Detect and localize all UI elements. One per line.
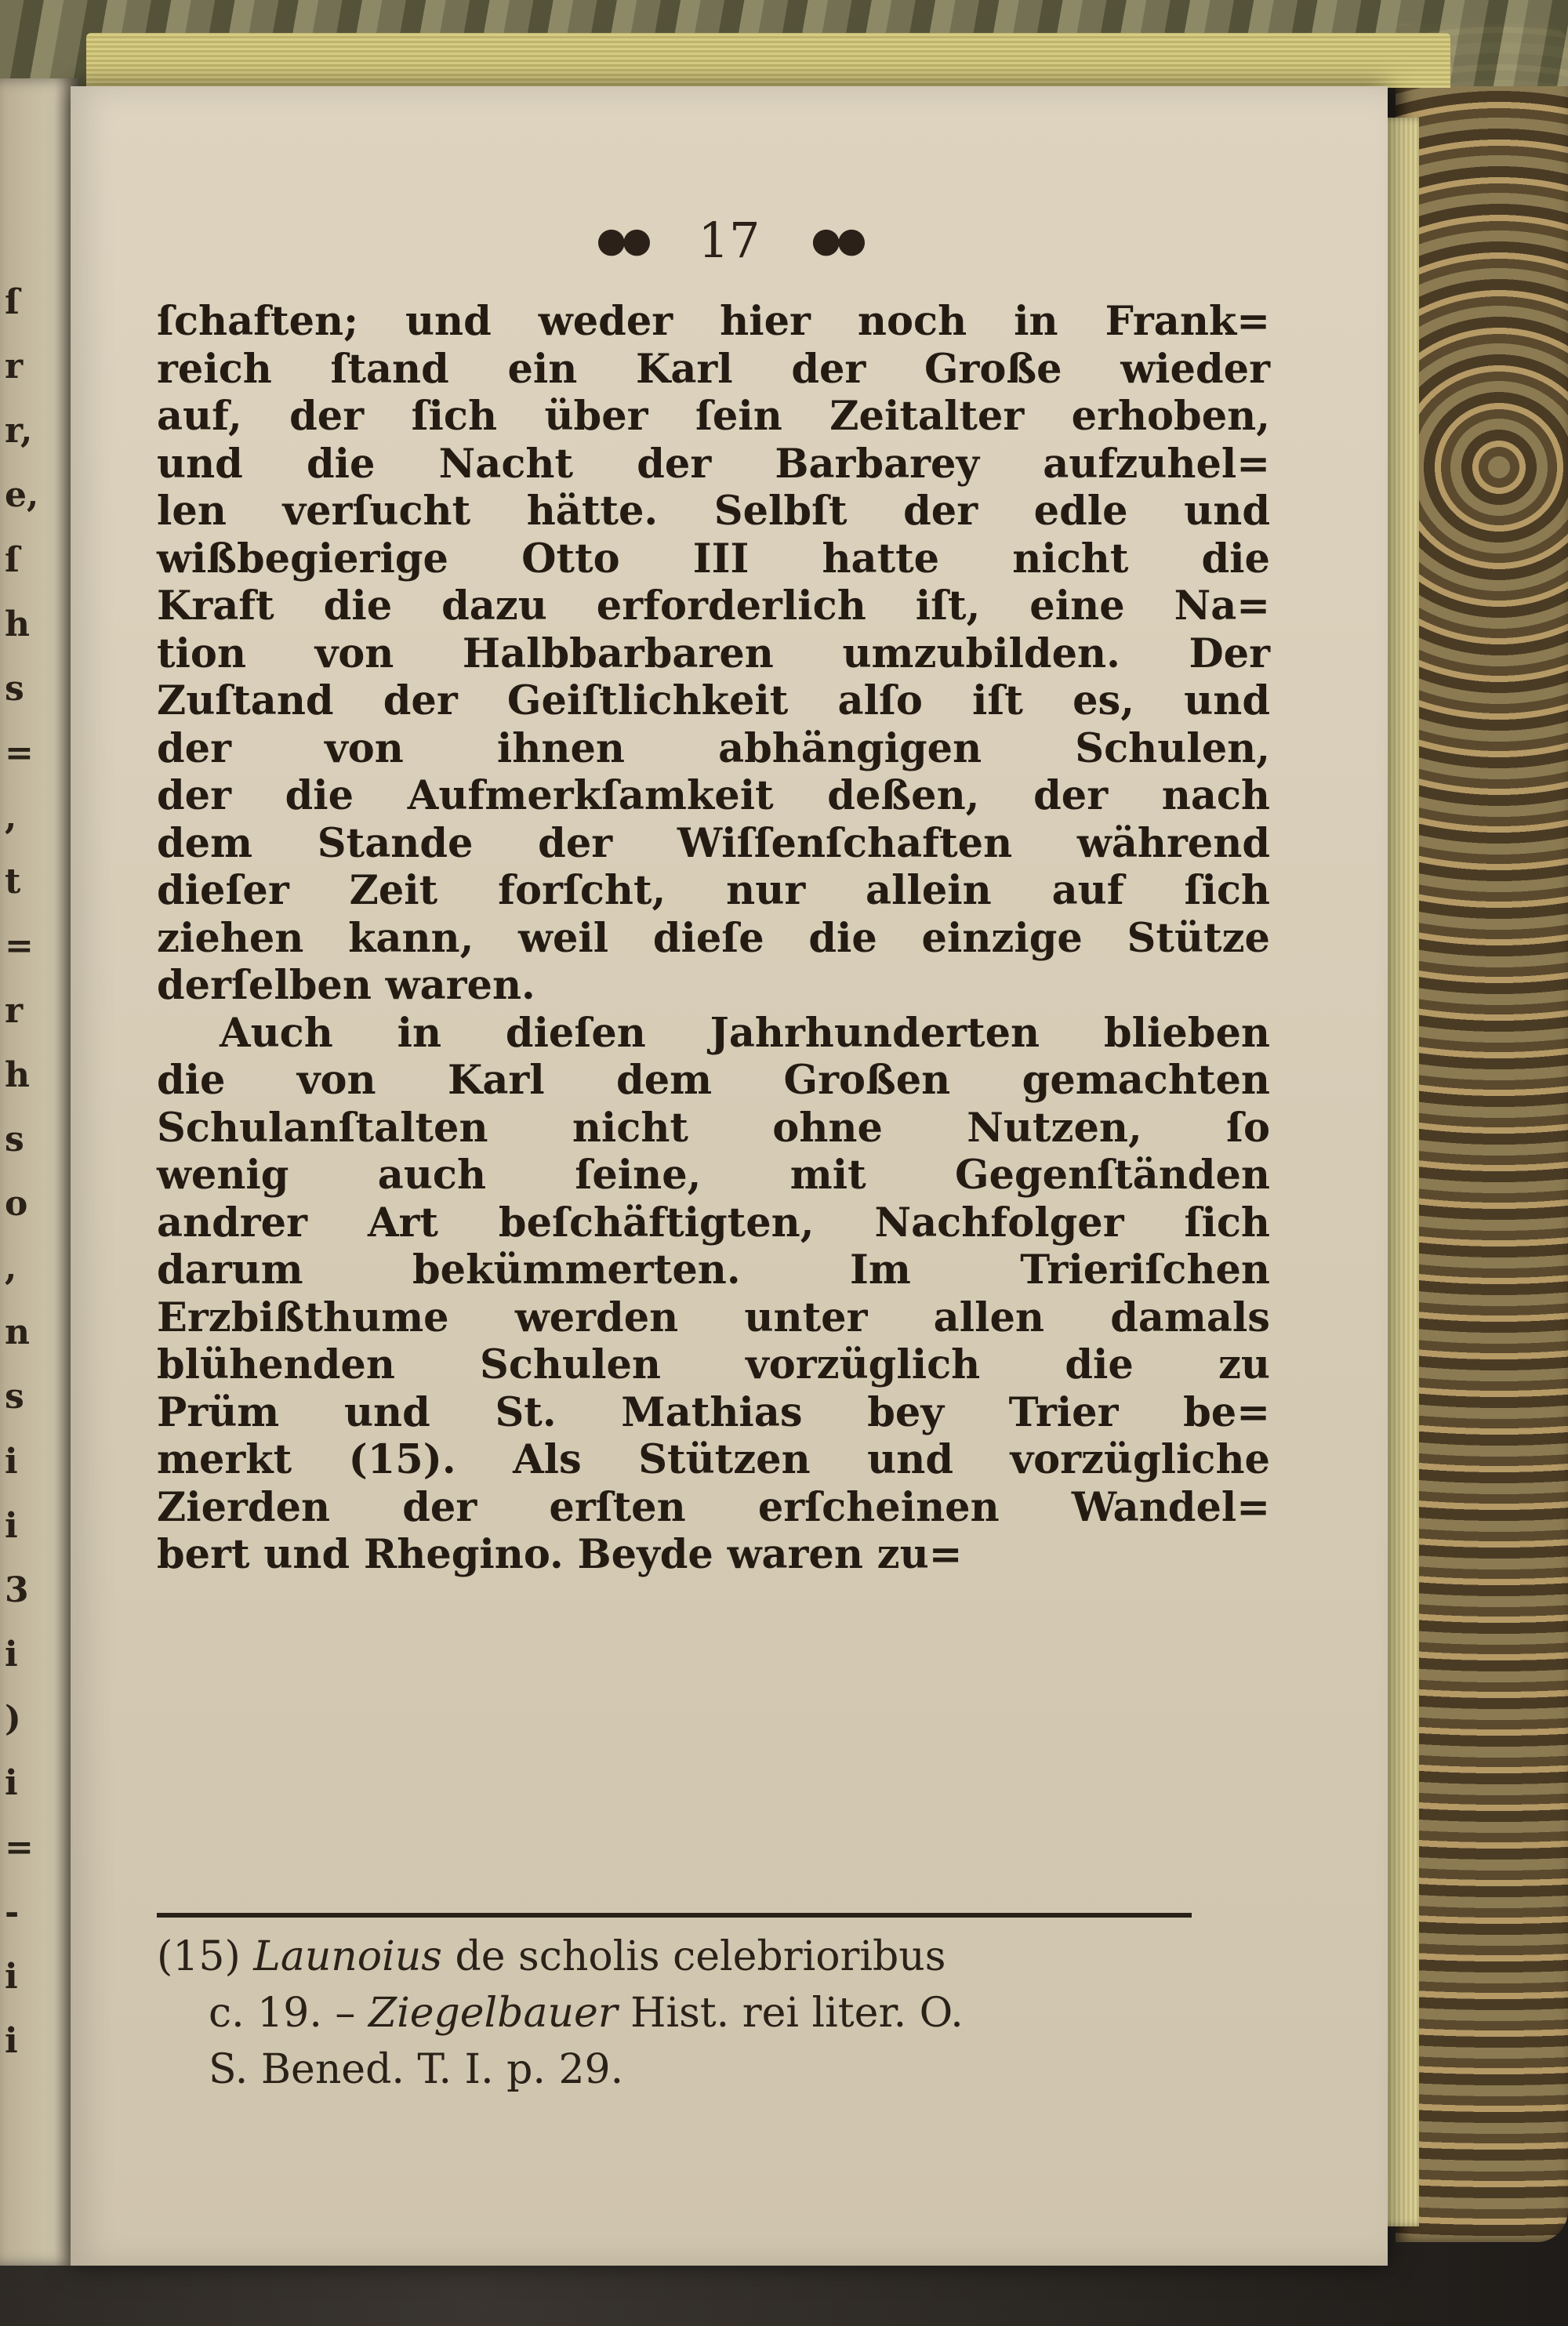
left-page-fragment: ) [5,1699,21,1739]
ornament-right-icon: ●● [811,220,862,260]
footnote [157,1929,1200,2098]
body-line: auf, der ſich über ſein Zeitalter erhoben, [157,393,1270,440]
body-line: tion von Halbbarbaren umzubilden. Der [157,630,1270,677]
body-line: Zierden der erſten erſcheinen Wandel= [157,1483,1270,1531]
left-page-fragment: ſ [5,282,20,322]
left-page-fragment: , [5,797,17,837]
footnote-line-1 [157,1929,1200,1985]
left-page-fragment: i [5,1763,18,1803]
body-line: Kraft die dazu erforderlich iſt, eine Na= [157,582,1270,630]
left-page-fragment: ſ [5,540,20,580]
body-line: blühenden Schulen vorzüglich die zu [157,1341,1270,1388]
body-line: dieſer Zeit forſcht, nur allein auf ſich [157,867,1270,914]
footnote-line-2-prefix: c. 19. – [209,1990,368,2037]
left-page-fragment: = [5,1827,34,1867]
body-line: reich ſtand ein Karl der Große wieder [157,345,1270,393]
left-page-fragment: i [5,1442,18,1482]
left-page-text-fragments [0,282,47,2085]
body-line: dem Stande der Wiſſenſchaften während [157,819,1270,867]
footnote-text-2: Hist. rei liter. O. [617,1990,964,2037]
left-page-fragment: s [5,669,24,709]
footnote-author-1: Launoius [253,1933,442,1980]
left-page-fragment: i [5,2021,18,2061]
footnote-rule [157,1913,1192,1918]
body-line: darum bekümmerten. Im Trieriſchen [157,1246,1270,1294]
footnote-author-2: Ziegelbauer [368,1990,618,2037]
body-line: andrer Art beſchäftigten, Nachfolger ſich [157,1199,1270,1246]
footnote-line-3: S. Bened. T. I. p. 29. [209,2046,624,2093]
body-line: ſchaften; und weder hier noch in Frank= [157,298,1270,345]
body-line: wißbegierige Otto III hatte nicht die [157,535,1270,582]
left-page-fragment: - [5,1892,20,1932]
left-page-fragment: = [5,926,34,966]
footnote-marker: (15) [157,1933,241,1980]
body-line: der von ihnen abhängigen Schulen, [157,724,1270,772]
body-line: der die Aufmerkſamkeit deßen, der nach [157,772,1270,819]
body-line: bert und Rhegino. Beyde waren zu= [157,1531,963,1578]
left-page-fragment: n [5,1312,30,1352]
body-line: und die Nacht der Barbarey aufzuhel= [157,440,1270,488]
body-line: len verſucht hätte. Selbſt der edle und [157,488,1270,535]
body-line: Schulanſtalten nicht ohne Nutzen, ſo [157,1104,1270,1152]
left-page-fragment: h [5,604,30,644]
left-page-fragment: t [5,862,21,902]
body-text [157,298,1270,1579]
left-page-fragment: e, [5,475,39,515]
left-page-fragment: r, [5,411,33,451]
body-line: Auch in dieſen Jahrhunderten blieben [220,1009,1270,1057]
left-page-fragment: i [5,1957,18,1997]
body-line: ziehen kann, weil dieſe die einzige Stütze [157,914,1270,962]
marbled-book-cover [1396,24,1568,2242]
footnote-line-2 [157,1985,1200,2041]
body-line: Zuſtand der Geiſtlichkeit alſo iſt es, und [157,677,1270,724]
left-page-fragment: r [5,991,24,1031]
left-page-fragment: 3 [5,1570,29,1610]
left-page-fragment: s [5,1377,24,1417]
gilt-page-edge-top [86,33,1450,88]
left-page-fragment: i [5,1506,18,1546]
left-page-fragment: , [5,1248,17,1288]
ornament-left-icon: ●● [596,220,648,260]
page-header [71,212,1388,282]
body-line: die von Karl dem Großen gemachten [157,1057,1270,1104]
left-page-fragment: h [5,1055,30,1095]
left-page-fragment: i [5,1635,18,1675]
body-line: merkt (15). Als Stützen und vorzügliche [157,1436,1270,1483]
footnote-text-1: de scholis celebrioribus [441,1933,946,1980]
left-page-fragment: = [5,733,34,773]
body-line: wenig auch ſeine, mit Gegenſtänden [157,1152,1270,1199]
body-line: Erzbißthume werden unter allen damals [157,1294,1270,1341]
body-line: derſelben waren. [157,962,535,1009]
left-page-fragment: r [5,347,24,386]
body-line: Prüm und St. Mathias bey Trier be= [157,1388,1270,1436]
page-number: 17 [698,212,760,269]
left-page-fragment: s [5,1119,24,1159]
left-page-fragment: o [5,1184,28,1224]
